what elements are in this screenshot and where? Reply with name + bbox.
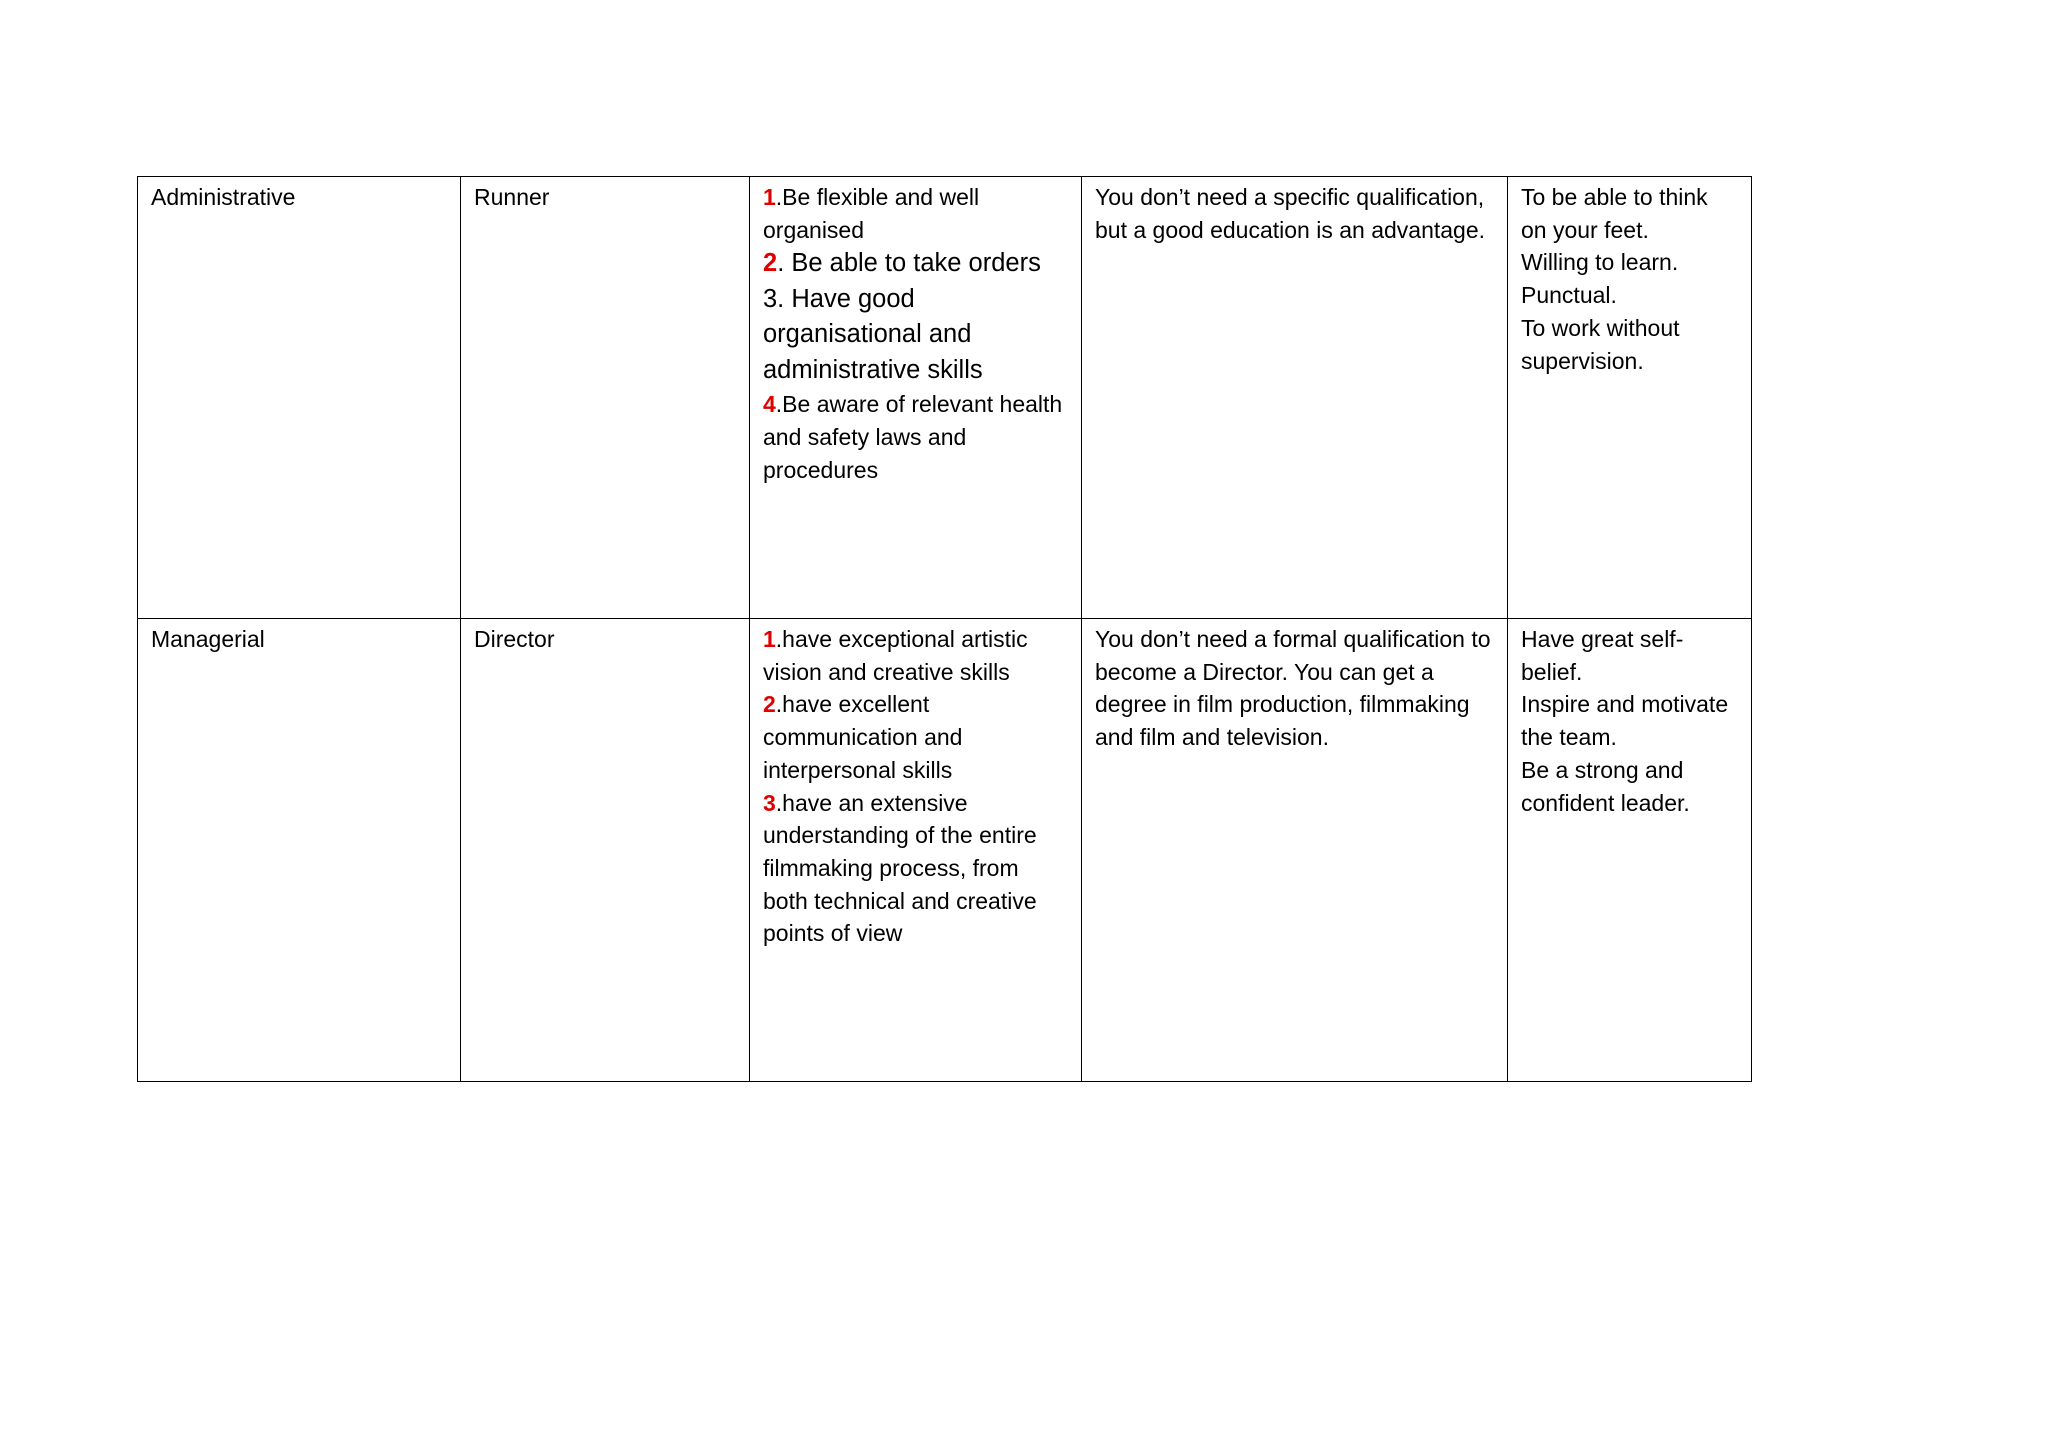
skill-item: 3. Have good organisational and administrative skills xyxy=(763,284,983,384)
role-cell: Director xyxy=(461,619,750,1082)
job-roles-table xyxy=(137,176,1752,1082)
skills-cell xyxy=(750,619,1082,1082)
table-row xyxy=(138,619,1752,1082)
skill-item: 3.have an extensive understanding of the entire filmmaking process, from both technical and creative points of view xyxy=(763,789,1037,947)
table-row xyxy=(138,177,1752,619)
quality-item: Be a strong and confident leader. xyxy=(1521,756,1690,816)
qualifications-cell: You don’t need a specific qualification, but a good education is an advantage. xyxy=(1082,177,1508,619)
quality-item: Inspire and motivate the team. xyxy=(1521,691,1729,751)
skill-item: 4.Be aware of relevant health and safety laws and procedures xyxy=(763,391,1063,483)
skill-item: 1.Be flexible and well organised xyxy=(763,184,980,243)
skill-item: 2. Be able to take orders xyxy=(763,249,1041,278)
qualities-cell xyxy=(1508,619,1752,1082)
area-cell: Managerial xyxy=(138,619,461,1082)
quality-item: To be able to think on your feet. xyxy=(1521,184,1708,243)
qualities-cell xyxy=(1508,177,1752,619)
role-cell: Runner xyxy=(461,177,750,619)
quality-item: To work without supervision. xyxy=(1521,314,1680,374)
quality-item: Punctual. xyxy=(1521,282,1617,309)
area-cell: Administrative xyxy=(138,177,461,619)
qualifications-cell: You don’t need a formal qualification to become a Director. You can get a degree in film production, filmmaking and film and television. xyxy=(1082,619,1508,1082)
skill-item: 2.have excellent communication and interpersonal skills xyxy=(763,691,963,783)
quality-item: Have great self-belief. xyxy=(1521,626,1684,685)
quality-item: Willing to learn. xyxy=(1521,249,1679,276)
skills-cell xyxy=(750,177,1082,619)
skill-item: 1.have exceptional artistic vision and creative skills xyxy=(763,626,1028,685)
